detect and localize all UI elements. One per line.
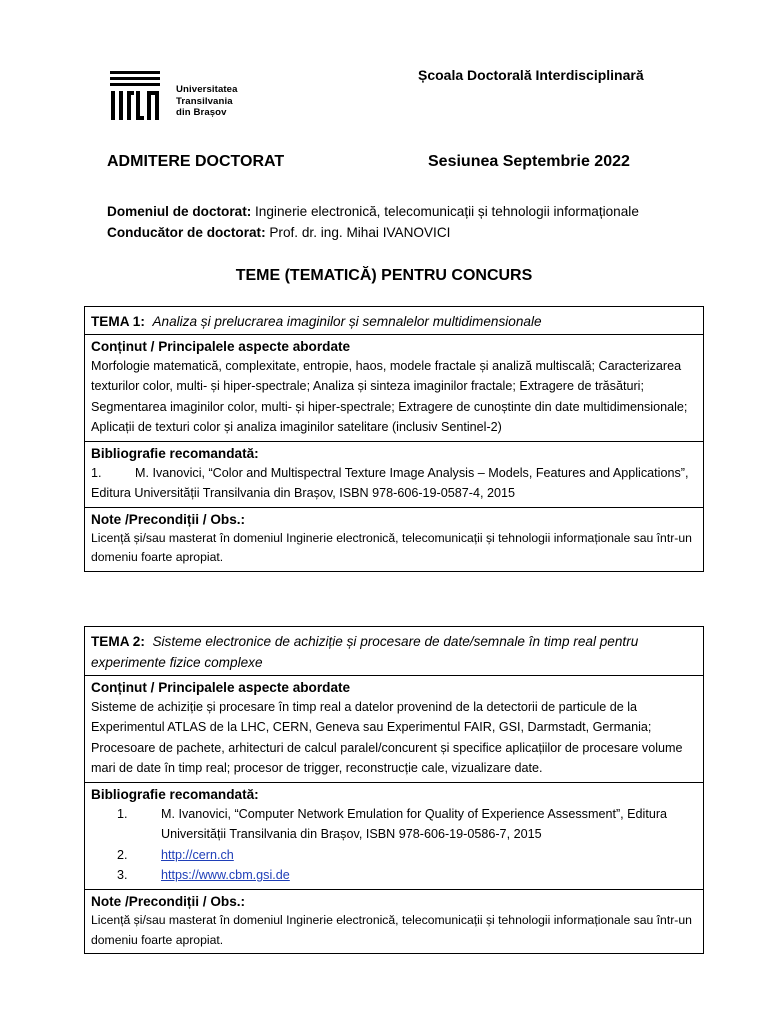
topic-label: TEMA 1: [91,314,145,329]
bibliography-section [85,441,703,507]
bibliography-number: 3. [117,868,128,883]
notes-text: Licență și/sau masterat în domeniul Inginerie electronică, telecomunicații și tehnologii informaționale sau într-un domeniu foarte apropiat. [91,530,692,565]
bibliography-number: 1. [117,806,128,821]
doctoral-domain [107,201,639,222]
bibliography-item [91,463,697,504]
bibliography-item [91,865,697,886]
bibliography-item [91,845,697,866]
bibliography-number: 2. [117,847,128,862]
domain-label: Domeniul de doctorat: [107,204,252,219]
program-info [107,201,639,243]
content-section [85,334,703,441]
university-name-line3: din Brașov [176,107,227,119]
cern-link[interactable]: http://cern.ch [161,847,234,862]
content-heading: Conținut / Principalele aspecte abordate [91,680,351,695]
topic-label: TEMA 2: [91,634,145,649]
admission-heading: ADMITERE DOCTORAT [107,153,285,170]
university-name [176,84,238,119]
university-logo-icon [110,71,162,121]
content-heading: Conținut / Principalele aspecte abordate [91,339,351,354]
bibliography-heading: Bibliografie recomandată: [91,786,259,802]
notes-heading: Note /Precondiții / Obs.: [91,511,246,527]
school-name: Școala Doctorală Interdisciplinară [418,67,644,83]
bibliography-text: M. Ivanovici, “Computer Network Emulation for Quality of Experience Assessment”, Editura Universității Transilvania din Brașov, ISBN 978-606-19-0586-7, 2015 [161,806,668,842]
topic-table-2 [84,626,704,954]
advisor-label: Conducător de doctorat: [107,225,266,240]
session-heading: Sesiunea Septembrie 2022 [428,153,630,170]
notes-section [85,889,703,953]
page-title: TEME (TEMATICĂ) PENTRU CONCURS [235,267,533,284]
content-text: Sisteme de achiziție și procesare în timp real a datelor provenind de la detectorii de particule de la Experimentul ATLAS de la LHC, CERN, Geneva sau Experimentul FAIR, GSI, Darmstadt, Germania; Procesoare de pachete, arhitecturi de calcul paralel/concurent și specifice aplicațiilor de procesare volume mari de date în timp real; procesor de trigger, reconstrucție cale, vizualizare date. [91,700,683,776]
domain-value: Inginerie electronică, telecomunicații și tehnologii informaționale [251,204,639,219]
bibliography-item [91,804,697,845]
content-section [85,675,703,782]
topic-title: Analiza și prelucrarea imaginilor și semnalelor multidimensionale [152,314,542,329]
bibliography-list [91,804,697,886]
university-logo [110,71,260,121]
bibliography-heading: Bibliografie recomandată: [91,445,259,461]
content-text: Morfologie matematică, complexitate, entropie, haos, modele fractale și analiză multiscală; Caracterizarea texturilor color, multi- și hiper-spectrale; Analiza și sinteza imaginilor fractale; Extragere de trăsături; Segmentarea imaginilor color, multi- și hiper-spectrale; Extragere de cunoștinte din date multidimensionale; Aplicații de texturi color și analiza imaginilor satelitare (inclusiv Sentinel-2) [91,359,688,435]
topic-header [85,627,703,675]
notes-text: Licență și/sau masterat în domeniul Inginerie electronică, telecomunicații și tehnologii informaționale sau într-un domeniu foarte apropiat. [91,913,692,947]
notes-heading: Note /Precondiții / Obs.: [91,894,246,909]
university-name-line1: Universitatea [176,84,238,95]
topic-title: Sisteme electronice de achiziție și procesare de date/semnale în timp real pentru experimente fizice complexe [91,634,639,670]
bibliography-section [85,782,703,889]
advisor-value: Prof. dr. ing. Mihai IVANOVICI [265,225,451,240]
topic-header [85,307,703,334]
bibliography-number: 1. [91,465,102,480]
cbm-gsi-link[interactable]: https://www.cbm.gsi.de [161,868,290,883]
notes-section [85,507,703,571]
topic-table-1 [84,306,704,572]
doctoral-advisor [107,222,639,243]
bibliography-text: M. Ivanovici, “Color and Multispectral Texture Image Analysis – Models, Features and Applications”, Editura Universității Transilvania din Brașov, ISBN 978-606-19-0587-4, 2015 [91,465,689,501]
university-name-line2: Transilvania [176,95,233,107]
